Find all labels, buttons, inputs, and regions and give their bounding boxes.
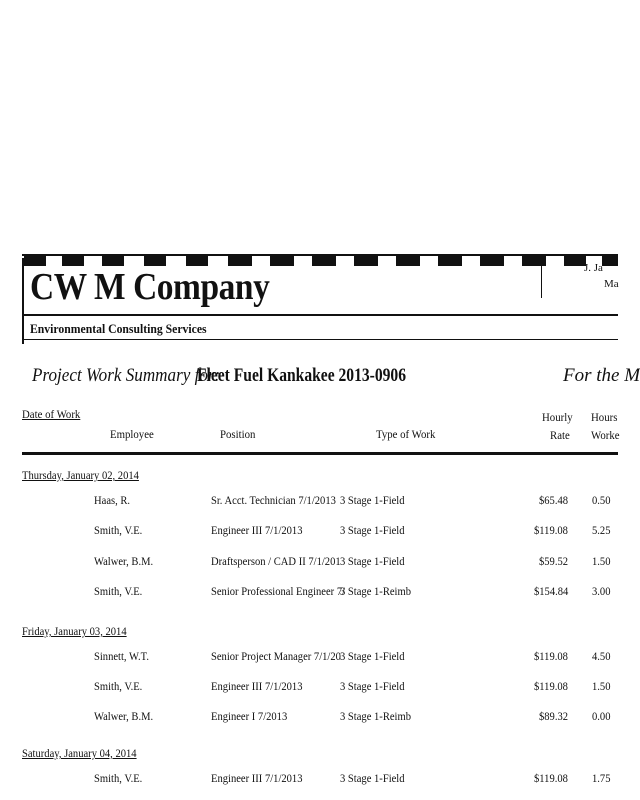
cell-hourly-rate: $89.32 [539, 709, 569, 723]
cell-type-of-work: 3 Stage 1-Field [340, 679, 405, 693]
cell-employee: Smith, V.E. [94, 771, 143, 785]
header-rule-bottom [24, 339, 618, 340]
summary-label: Project Work Summary for: [32, 365, 221, 386]
cell-hours-worked: 1.50 [592, 554, 611, 568]
column-header-type-of-work: Type of Work [376, 427, 436, 441]
column-header-hourly-rate-line-2: Rate [550, 428, 570, 442]
cell-position: Sr. Acct. Technician 7/1/2013 [211, 493, 336, 507]
cell-hours-worked: 3.00 [592, 584, 611, 598]
column-header-position: Position [220, 427, 256, 441]
cell-position: Draftsperson / CAD II 7/1/201 [211, 554, 341, 568]
cell-hourly-rate: $119.08 [534, 679, 568, 693]
company-name: CW M Company [30, 266, 270, 308]
cell-position: Senior Project Manager 7/1/20 [211, 649, 341, 663]
date-group-heading: Friday, January 03, 2014 [22, 624, 127, 638]
cell-type-of-work: 3 Stage 1-Field [340, 523, 405, 537]
header-rule-top [24, 314, 618, 316]
cell-type-of-work: 3 Stage 1-Field [340, 771, 405, 785]
cell-hours-worked: 1.50 [592, 679, 611, 693]
header-decorative-strip [22, 254, 618, 266]
cell-type-of-work: 3 Stage 1-Reimb [340, 709, 411, 723]
cell-hourly-rate: $59.52 [539, 554, 569, 568]
cell-hourly-rate: $119.08 [534, 771, 568, 785]
cell-hours-worked: 0.50 [592, 493, 611, 507]
header-right-line-1: J. Ja [584, 262, 603, 274]
cell-employee: Walwer, B.M. [94, 554, 154, 568]
column-header-rule [22, 452, 618, 455]
column-header-hourly-rate-line-1: Hourly [542, 410, 573, 424]
column-header-date-of-work: Date of Work [22, 407, 81, 421]
cell-type-of-work: 3 Stage 1-Field [340, 554, 405, 568]
column-header-employee: Employee [110, 427, 154, 441]
column-header-hours-worked-line-2: Worke [591, 428, 620, 442]
cell-employee: Sinnett, W.T. [94, 649, 149, 663]
header-left-border [22, 258, 24, 344]
cell-position: Senior Professional Engineer 7/ [211, 584, 346, 598]
company-subtitle: Environmental Consulting Services [30, 321, 207, 336]
cell-hours-worked: 1.75 [592, 771, 611, 785]
date-group-heading: Thursday, January 02, 2014 [22, 468, 139, 482]
cell-employee: Smith, V.E. [94, 523, 143, 537]
cell-position: Engineer III 7/1/2013 [211, 771, 303, 785]
cell-hours-worked: 4.50 [592, 649, 611, 663]
header-right-line-2: Ma [604, 278, 619, 290]
date-group-heading: Saturday, January 04, 2014 [22, 746, 137, 760]
cell-hourly-rate: $119.08 [534, 523, 568, 537]
cell-position: Engineer III 7/1/2013 [211, 523, 303, 537]
cell-hours-worked: 5.25 [592, 523, 611, 537]
cell-type-of-work: 3 Stage 1-Field [340, 493, 405, 507]
cell-position: Engineer III 7/1/2013 [211, 679, 303, 693]
header-right-divider [541, 266, 542, 298]
cell-employee: Smith, V.E. [94, 584, 143, 598]
cell-employee: Haas, R. [94, 493, 131, 507]
column-header-hours-worked-line-1: Hours [591, 410, 618, 424]
cell-type-of-work: 3 Stage 1-Reimb [340, 584, 411, 598]
cell-hourly-rate: $154.84 [534, 584, 569, 598]
summary-project-name: Fleet Fuel Kankakee 2013-0906 [197, 365, 407, 386]
cell-employee: Walwer, B.M. [94, 709, 154, 723]
cell-type-of-work: 3 Stage 1-Field [340, 649, 405, 663]
cell-employee: Smith, V.E. [94, 679, 143, 693]
cell-hourly-rate: $65.48 [539, 493, 569, 507]
cell-hourly-rate: $119.08 [534, 649, 568, 663]
summary-period-label: For the M [563, 365, 640, 386]
cell-position: Engineer I 7/2013 [211, 709, 288, 723]
cell-hours-worked: 0.00 [592, 709, 611, 723]
